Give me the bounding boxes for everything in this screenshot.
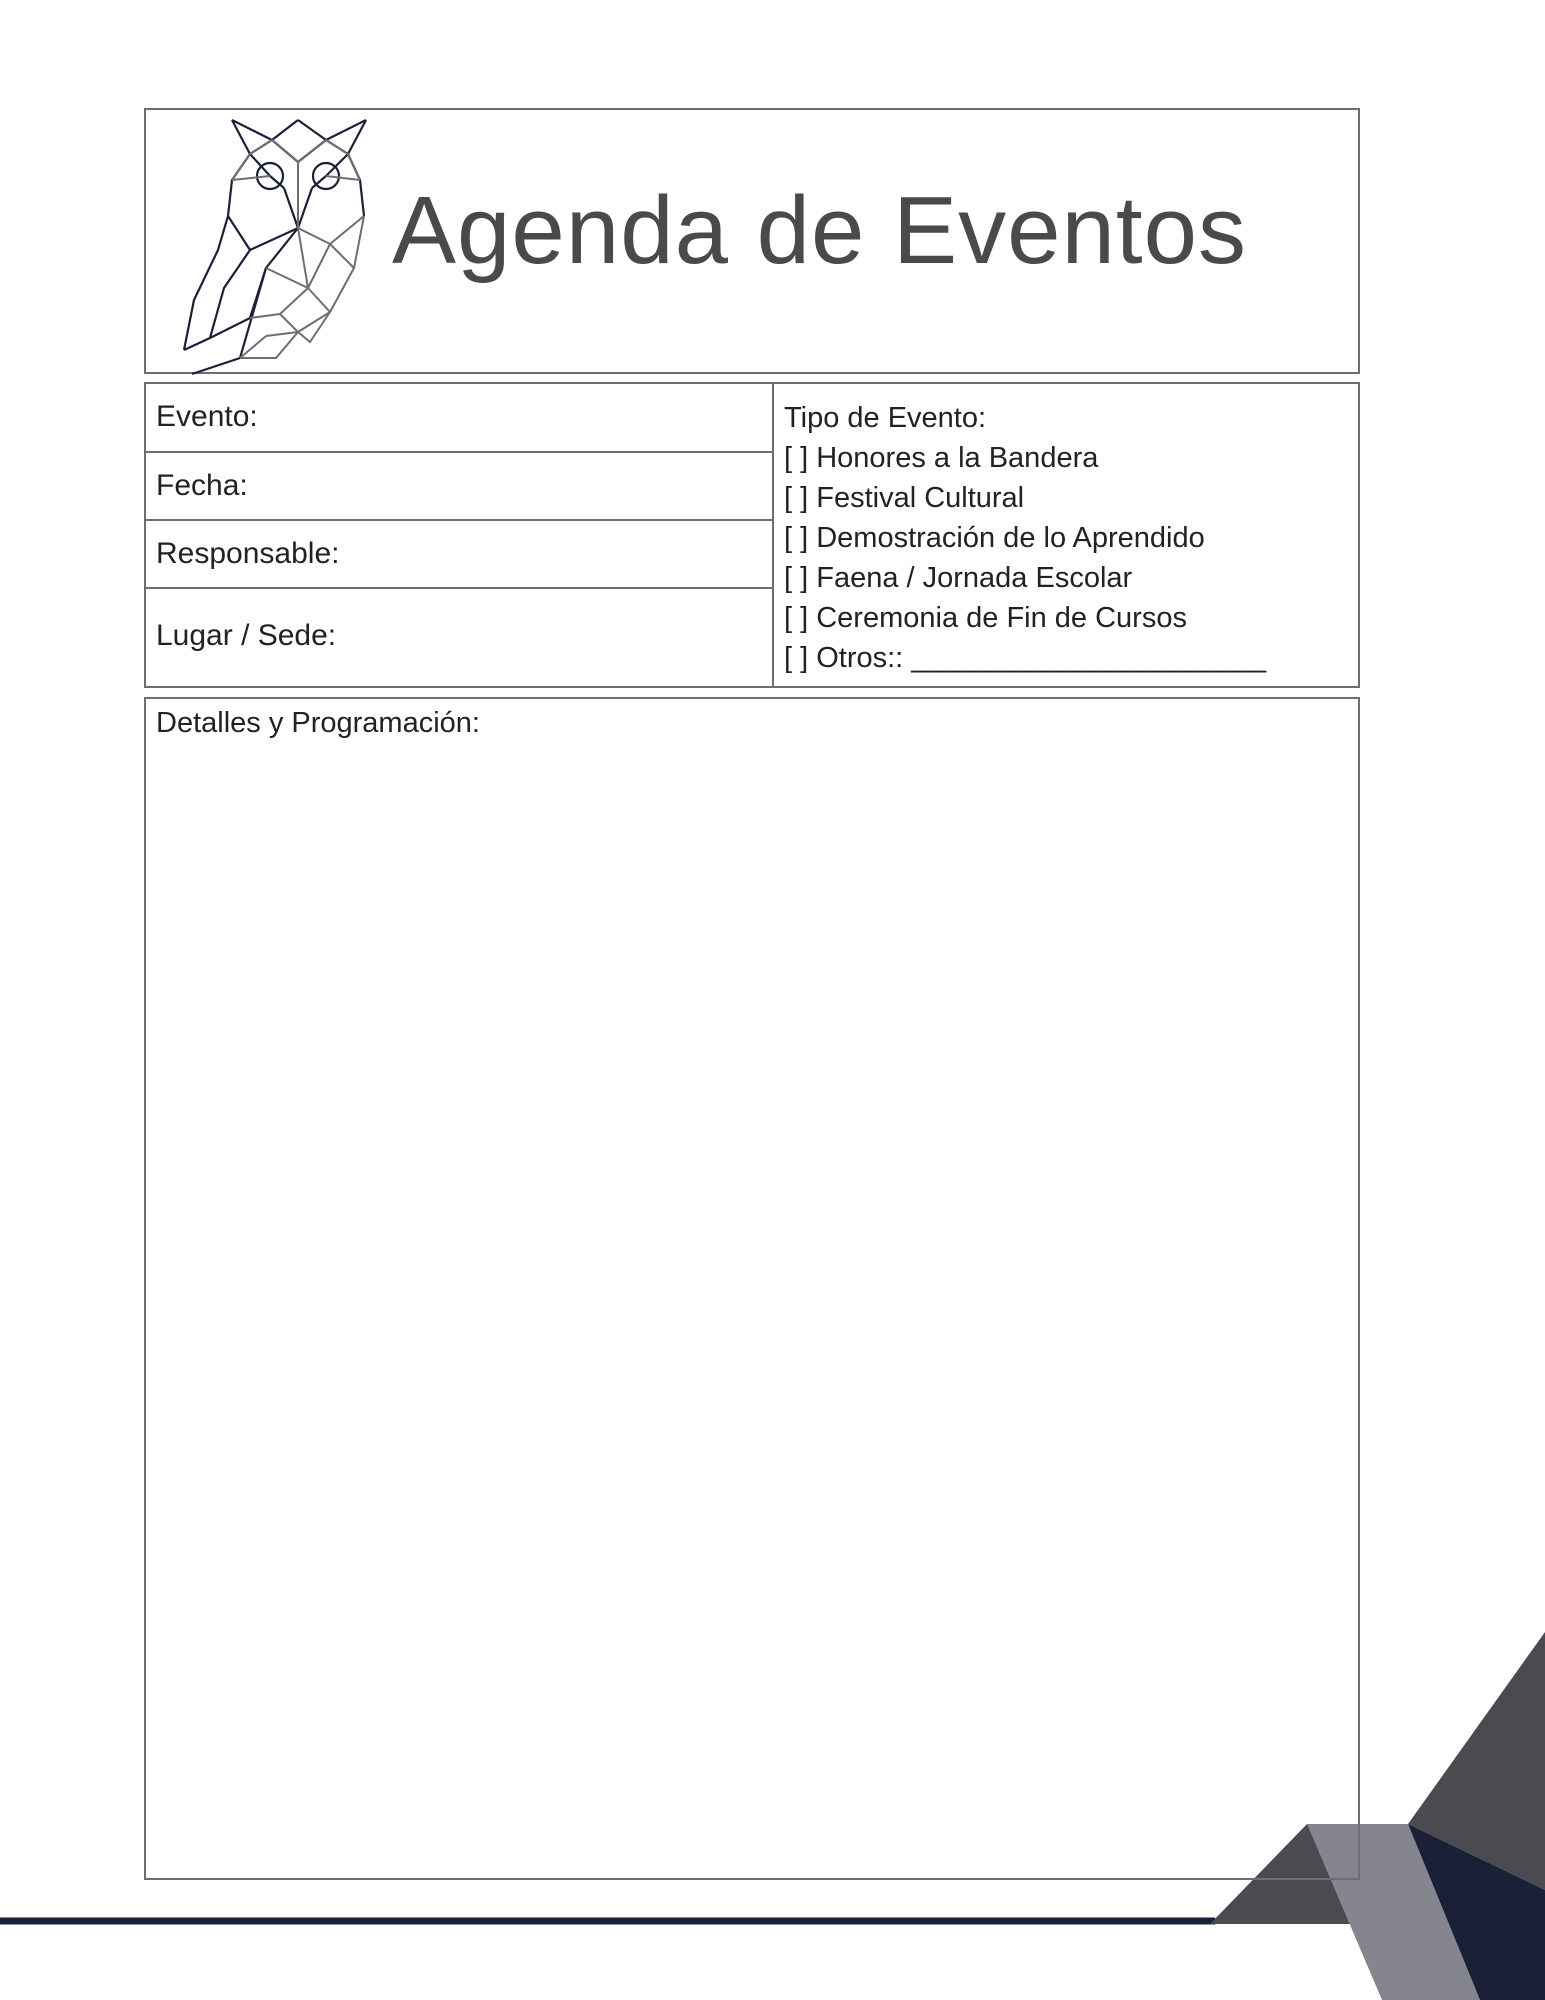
page-title: Agenda de Eventos (392, 177, 1247, 284)
event-type-label: Tipo de Evento: (784, 402, 987, 434)
details-label: Detalles y Programación: (156, 707, 480, 739)
field-lugar[interactable] (146, 589, 772, 688)
details-box[interactable] (144, 697, 1360, 1880)
info-grid (144, 382, 1360, 688)
checkbox-option-otros[interactable]: [ ] Otros:: ______________________ (784, 642, 1267, 674)
field-fecha-label: Fecha: (156, 469, 248, 502)
owl-icon (180, 118, 376, 376)
event-fields (146, 384, 774, 686)
field-responsable-label: Responsable: (156, 537, 340, 570)
field-responsable[interactable] (146, 521, 772, 589)
field-lugar-label: Lugar / Sede: (156, 619, 337, 652)
navy-triangle (1408, 1824, 1545, 2000)
event-type-list (774, 384, 1360, 686)
checkbox-option[interactable]: [ ] Ceremonia de Fin de Cursos (784, 602, 1187, 634)
checkbox-option[interactable]: [ ] Festival Cultural (784, 482, 1025, 514)
field-evento-label: Evento: (156, 400, 258, 433)
checkbox-option[interactable]: [ ] Demostración de lo Aprendido (784, 522, 1205, 554)
dark-triangle-right (1408, 1632, 1545, 1890)
field-fecha[interactable] (146, 453, 772, 521)
checkbox-option[interactable]: [ ] Faena / Jornada Escolar (784, 562, 1133, 594)
field-evento[interactable] (146, 384, 772, 453)
checkbox-option[interactable]: [ ] Honores a la Bandera (784, 442, 1099, 474)
